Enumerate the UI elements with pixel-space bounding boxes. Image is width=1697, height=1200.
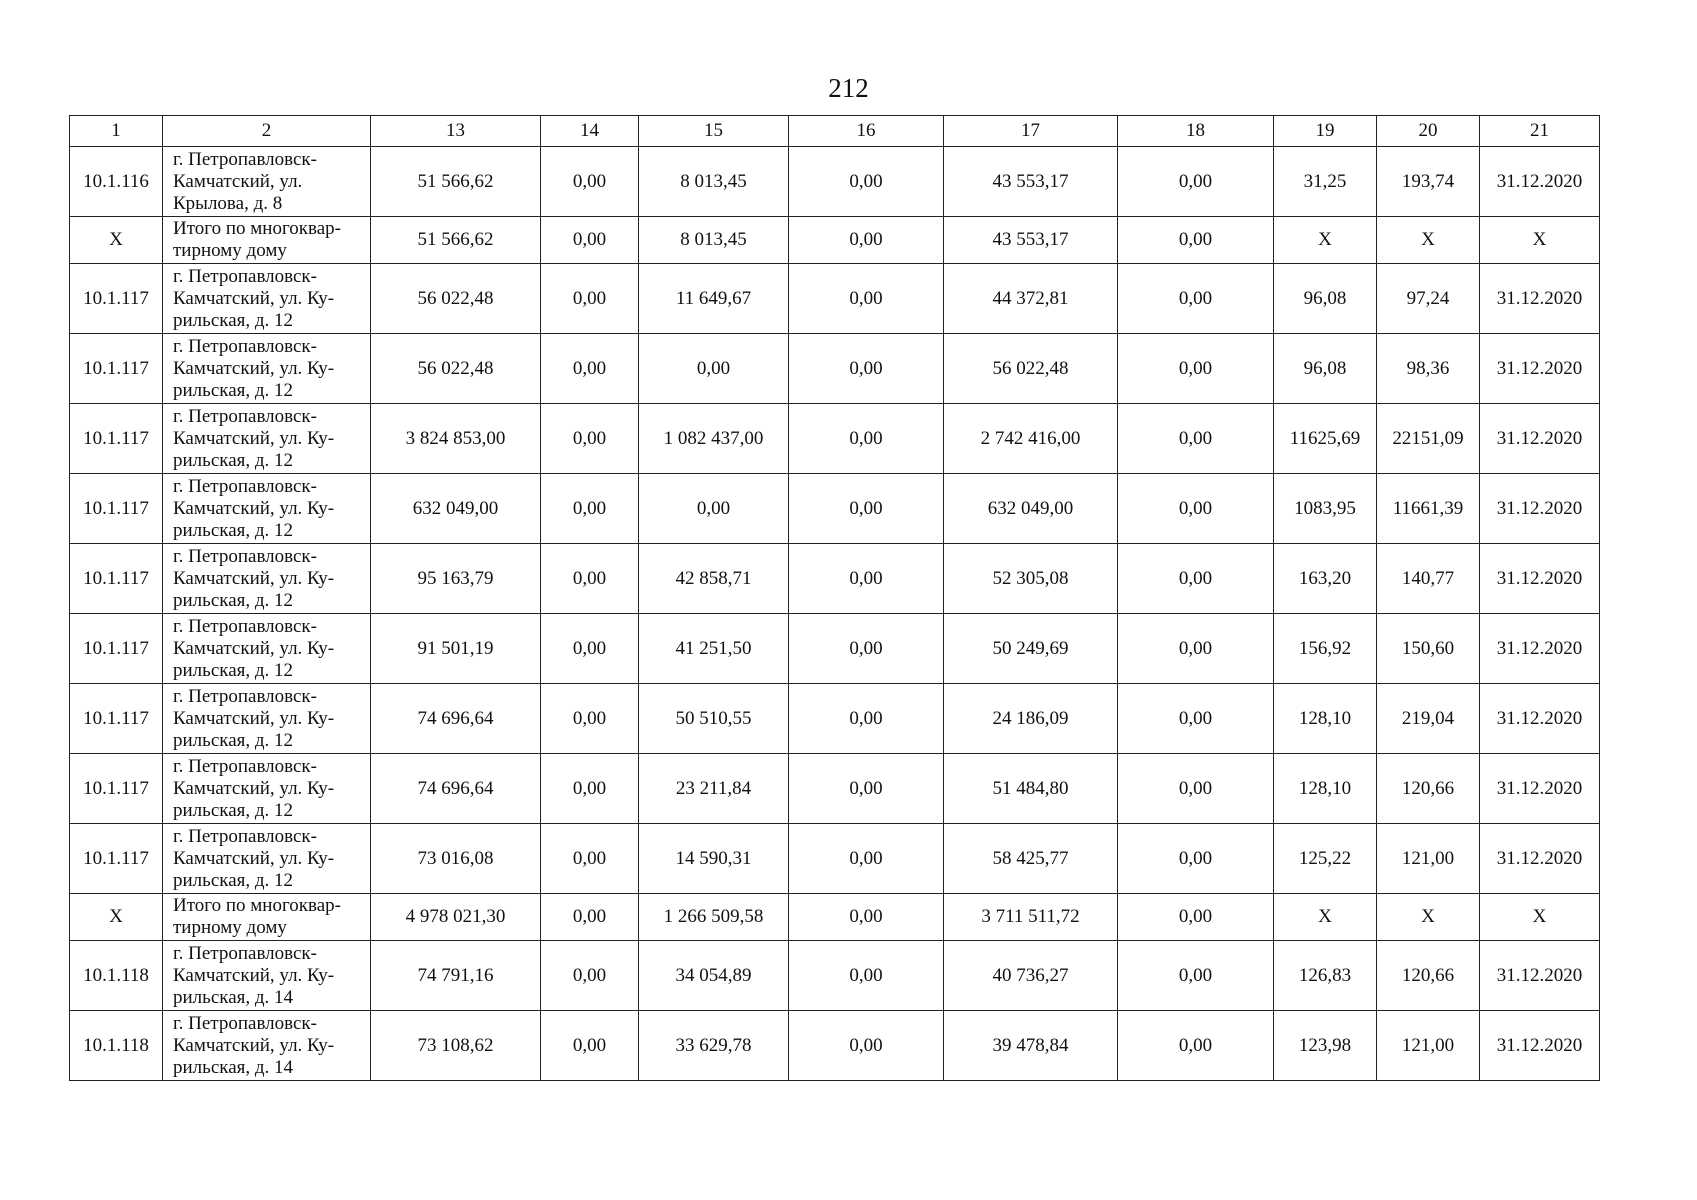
table-cell: 95 163,79 <box>371 544 541 614</box>
table-cell: 10.1.117 <box>70 334 163 404</box>
table-cell: 91 501,19 <box>371 614 541 684</box>
table-row <box>70 824 1600 894</box>
table-cell: 24 186,09 <box>944 684 1118 754</box>
table-cell: 120,66 <box>1377 941 1480 1011</box>
column-header: 18 <box>1118 116 1274 147</box>
table-cell: 96,08 <box>1274 264 1377 334</box>
table-cell: 0,00 <box>541 544 639 614</box>
table-cell: 156,92 <box>1274 614 1377 684</box>
table-cell: 0,00 <box>789 684 944 754</box>
table-cell: 128,10 <box>1274 754 1377 824</box>
total-row <box>70 894 1600 941</box>
table-cell: 0,00 <box>789 334 944 404</box>
table-row <box>70 474 1600 544</box>
table-cell: Х <box>1274 217 1377 264</box>
address-cell: г. Петропавловск- Камчатский, ул. Ку- рильская, д. 14 <box>163 1011 371 1081</box>
table-cell: 10.1.116 <box>70 147 163 217</box>
table-cell: 0,00 <box>541 147 639 217</box>
table-cell: 10.1.117 <box>70 544 163 614</box>
table-cell: 51 484,80 <box>944 754 1118 824</box>
table-cell: 0,00 <box>541 894 639 941</box>
table-cell: 163,20 <box>1274 544 1377 614</box>
table-cell: 56 022,48 <box>944 334 1118 404</box>
table-cell: 11625,69 <box>1274 404 1377 474</box>
header-row <box>70 116 1600 147</box>
table-cell: 0,00 <box>789 264 944 334</box>
table-cell: 126,83 <box>1274 941 1377 1011</box>
table-cell: 0,00 <box>1118 941 1274 1011</box>
table-cell: 0,00 <box>789 824 944 894</box>
table-cell: 120,66 <box>1377 754 1480 824</box>
column-header: 1 <box>70 116 163 147</box>
table-cell: 31,25 <box>1274 147 1377 217</box>
table-cell: 0,00 <box>1118 404 1274 474</box>
table-cell: Х <box>1377 217 1480 264</box>
table-cell: 0,00 <box>639 334 789 404</box>
table-cell: 0,00 <box>789 404 944 474</box>
total-row <box>70 217 1600 264</box>
table-header <box>70 116 1600 147</box>
table-cell: Х <box>1480 217 1600 264</box>
table-cell: 31.12.2020 <box>1480 941 1600 1011</box>
address-cell: г. Петропавловск- Камчатский, ул. Ку- рильская, д. 12 <box>163 544 371 614</box>
table-cell: 0,00 <box>789 474 944 544</box>
address-cell: г. Петропавловск- Камчатский, ул. Крылова, д. 8 <box>163 147 371 217</box>
table-cell: 74 696,64 <box>371 684 541 754</box>
table-row <box>70 614 1600 684</box>
table-cell: 3 824 853,00 <box>371 404 541 474</box>
table-cell: 0,00 <box>1118 824 1274 894</box>
table-cell: 0,00 <box>1118 684 1274 754</box>
table-cell: 125,22 <box>1274 824 1377 894</box>
table-cell: 0,00 <box>1118 1011 1274 1081</box>
table-cell: 31.12.2020 <box>1480 544 1600 614</box>
table-cell: 31.12.2020 <box>1480 684 1600 754</box>
table-cell: 41 251,50 <box>639 614 789 684</box>
table-row <box>70 754 1600 824</box>
column-header: 20 <box>1377 116 1480 147</box>
table-cell: 632 049,00 <box>371 474 541 544</box>
table-cell: 0,00 <box>789 754 944 824</box>
table-cell: 0,00 <box>789 941 944 1011</box>
table-cell: 3 711 511,72 <box>944 894 1118 941</box>
table-cell: 0,00 <box>789 1011 944 1081</box>
table-row <box>70 404 1600 474</box>
table-cell: 150,60 <box>1377 614 1480 684</box>
table-cell: 0,00 <box>541 404 639 474</box>
table-cell: 0,00 <box>639 474 789 544</box>
table-cell: 31.12.2020 <box>1480 824 1600 894</box>
table-cell: 43 553,17 <box>944 147 1118 217</box>
table-cell: 33 629,78 <box>639 1011 789 1081</box>
table-cell: Х <box>1480 894 1600 941</box>
table-cell: 10.1.118 <box>70 1011 163 1081</box>
table-cell: 0,00 <box>1118 614 1274 684</box>
table-cell: 10.1.118 <box>70 941 163 1011</box>
table-cell: 10.1.117 <box>70 684 163 754</box>
column-header: 19 <box>1274 116 1377 147</box>
table-cell: 74 791,16 <box>371 941 541 1011</box>
table-cell: 10.1.117 <box>70 404 163 474</box>
table-row <box>70 1011 1600 1081</box>
table-cell: 31.12.2020 <box>1480 334 1600 404</box>
table-cell: 22151,09 <box>1377 404 1480 474</box>
table-cell: 0,00 <box>541 474 639 544</box>
table-cell: 0,00 <box>541 1011 639 1081</box>
address-cell: Итого по многоквар- тирному дому <box>163 217 371 264</box>
table-cell: 128,10 <box>1274 684 1377 754</box>
address-cell: г. Петропавловск- Камчатский, ул. Ку- рильская, д. 12 <box>163 334 371 404</box>
column-header: 17 <box>944 116 1118 147</box>
table-cell: 52 305,08 <box>944 544 1118 614</box>
address-cell: г. Петропавловск- Камчатский, ул. Ку- рильская, д. 12 <box>163 264 371 334</box>
table-cell: 0,00 <box>1118 147 1274 217</box>
table-cell: 51 566,62 <box>371 217 541 264</box>
table-cell: 31.12.2020 <box>1480 754 1600 824</box>
table-cell: 10.1.117 <box>70 754 163 824</box>
column-header: 14 <box>541 116 639 147</box>
table-cell: 34 054,89 <box>639 941 789 1011</box>
table-cell: 0,00 <box>789 217 944 264</box>
table-cell: 1083,95 <box>1274 474 1377 544</box>
table-cell: 43 553,17 <box>944 217 1118 264</box>
table-cell: 1 082 437,00 <box>639 404 789 474</box>
table-cell: 23 211,84 <box>639 754 789 824</box>
table-cell: 31.12.2020 <box>1480 614 1600 684</box>
table-cell: 0,00 <box>789 544 944 614</box>
table-cell: 50 249,69 <box>944 614 1118 684</box>
table-cell: 4 978 021,30 <box>371 894 541 941</box>
address-cell: г. Петропавловск- Камчатский, ул. Ку- рильская, д. 12 <box>163 684 371 754</box>
table-cell: 0,00 <box>789 614 944 684</box>
table-cell: 121,00 <box>1377 824 1480 894</box>
address-cell: г. Петропавловск- Камчатский, ул. Ку- рильская, д. 12 <box>163 824 371 894</box>
table-cell: 10.1.117 <box>70 264 163 334</box>
table-cell: 8 013,45 <box>639 217 789 264</box>
table-cell: 14 590,31 <box>639 824 789 894</box>
table-row <box>70 941 1600 1011</box>
column-header: 2 <box>163 116 371 147</box>
table-cell: 31.12.2020 <box>1480 147 1600 217</box>
table-cell: 121,00 <box>1377 1011 1480 1081</box>
table-cell: 0,00 <box>541 264 639 334</box>
table-cell: 31.12.2020 <box>1480 404 1600 474</box>
address-cell: Итого по многоквар- тирному дому <box>163 894 371 941</box>
column-header: 21 <box>1480 116 1600 147</box>
table-cell: 0,00 <box>1118 334 1274 404</box>
table-cell: 50 510,55 <box>639 684 789 754</box>
table-cell: 56 022,48 <box>371 334 541 404</box>
table-cell: 11661,39 <box>1377 474 1480 544</box>
table-cell: 0,00 <box>541 941 639 1011</box>
address-cell: г. Петропавловск- Камчатский, ул. Ку- рильская, д. 12 <box>163 754 371 824</box>
table-cell: 51 566,62 <box>371 147 541 217</box>
table-cell: 0,00 <box>541 614 639 684</box>
table-cell: 10.1.117 <box>70 824 163 894</box>
table-body <box>70 147 1600 1081</box>
address-cell: г. Петропавловск- Камчатский, ул. Ку- рильская, д. 12 <box>163 614 371 684</box>
table-cell: 40 736,27 <box>944 941 1118 1011</box>
table-row <box>70 544 1600 614</box>
table-cell: 193,74 <box>1377 147 1480 217</box>
table-cell: 31.12.2020 <box>1480 1011 1600 1081</box>
address-cell: г. Петропавловск- Камчатский, ул. Ку- рильская, д. 12 <box>163 474 371 544</box>
table-cell: 73 108,62 <box>371 1011 541 1081</box>
table-cell: Х <box>1377 894 1480 941</box>
table-row <box>70 334 1600 404</box>
table-cell: 0,00 <box>789 894 944 941</box>
page-number: 212 <box>828 73 869 103</box>
table-cell: 97,24 <box>1377 264 1480 334</box>
address-cell: г. Петропавловск- Камчатский, ул. Ку- рильская, д. 14 <box>163 941 371 1011</box>
table-cell: 1 266 509,58 <box>639 894 789 941</box>
table-cell: 0,00 <box>541 754 639 824</box>
table-cell: 73 016,08 <box>371 824 541 894</box>
table-cell: 74 696,64 <box>371 754 541 824</box>
table-cell: 0,00 <box>541 217 639 264</box>
table-cell: 11 649,67 <box>639 264 789 334</box>
table-cell: 632 049,00 <box>944 474 1118 544</box>
table-row <box>70 147 1600 217</box>
column-header: 15 <box>639 116 789 147</box>
table-row <box>70 264 1600 334</box>
data-table <box>69 115 1600 1081</box>
table-cell: 58 425,77 <box>944 824 1118 894</box>
table-cell: 8 013,45 <box>639 147 789 217</box>
table-cell: Х <box>1274 894 1377 941</box>
table-cell: 44 372,81 <box>944 264 1118 334</box>
table-cell: 10.1.117 <box>70 474 163 544</box>
table-cell: 0,00 <box>1118 544 1274 614</box>
table-row <box>70 684 1600 754</box>
table-cell: 96,08 <box>1274 334 1377 404</box>
table-cell: 0,00 <box>541 824 639 894</box>
table-cell: 39 478,84 <box>944 1011 1118 1081</box>
table-cell: Х <box>70 894 163 941</box>
address-cell: г. Петропавловск- Камчатский, ул. Ку- рильская, д. 12 <box>163 404 371 474</box>
table-cell: 31.12.2020 <box>1480 474 1600 544</box>
table-cell: 56 022,48 <box>371 264 541 334</box>
table-cell: 0,00 <box>1118 474 1274 544</box>
table-cell: 31.12.2020 <box>1480 264 1600 334</box>
table-cell: 219,04 <box>1377 684 1480 754</box>
column-header: 16 <box>789 116 944 147</box>
table-cell: 98,36 <box>1377 334 1480 404</box>
table-cell: 140,77 <box>1377 544 1480 614</box>
table-cell: 10.1.117 <box>70 614 163 684</box>
table-cell: 0,00 <box>1118 217 1274 264</box>
column-header: 13 <box>371 116 541 147</box>
table-cell: 0,00 <box>789 147 944 217</box>
table-cell: 123,98 <box>1274 1011 1377 1081</box>
table-cell: 42 858,71 <box>639 544 789 614</box>
table-cell: 0,00 <box>1118 754 1274 824</box>
table-cell: 2 742 416,00 <box>944 404 1118 474</box>
table-cell: 0,00 <box>1118 264 1274 334</box>
table-cell: 0,00 <box>541 684 639 754</box>
table-cell: 0,00 <box>541 334 639 404</box>
table-cell: 0,00 <box>1118 894 1274 941</box>
table-cell: Х <box>70 217 163 264</box>
